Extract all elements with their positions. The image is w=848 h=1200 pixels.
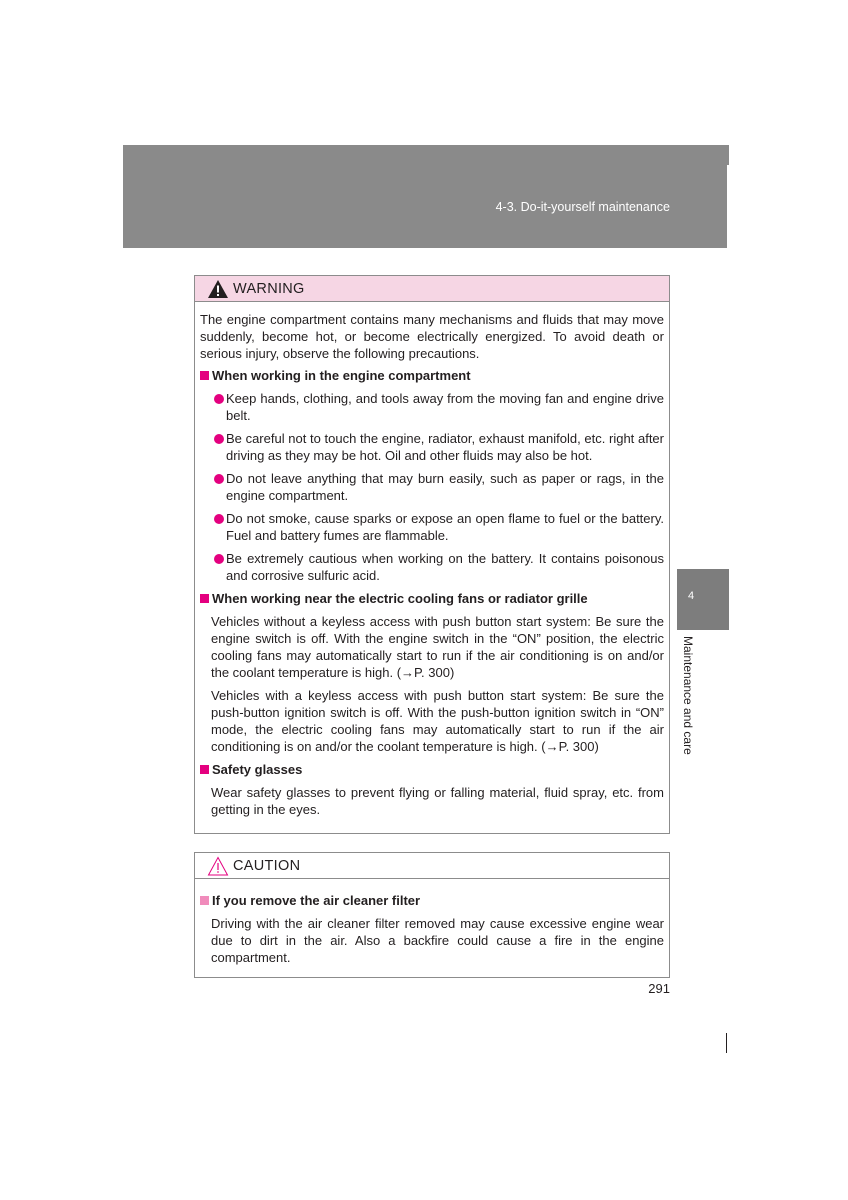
list-item: Do not smoke, cause sparks or expose an open flame to fuel or the battery. Fuel and battery fumes are flammable. — [212, 510, 664, 544]
caution-body — [195, 879, 669, 966]
warning-label: WARNING — [233, 280, 305, 297]
paragraph: Vehicles with a keyless access with push button start system: Be sure the push-button ignition switch is off. With the push-button ignition switch in “ON” mode, the electric cooling fans may automatically start to run if the air conditioning is on and/or the coolant temperature is high. (→P. 300) — [211, 688, 664, 754]
list-item: Keep hands, clothing, and tools away from the moving fan and engine drive belt. — [212, 390, 664, 424]
header-tick — [727, 145, 729, 165]
warning-body — [195, 302, 669, 818]
list-item: Be careful not to touch the engine, radiator, exhaust manifold, etc. right after driving as they may be hot. Oil and other fluids may also be hot. — [212, 430, 664, 464]
warning-box — [194, 275, 670, 834]
paragraph: Vehicles without a keyless access with push button start system: Be sure the engine switch is off. With the engine switch in the “ON” position, the electric cooling fans may automatically start to run if the air conditioning is on and/or the coolant temperature is high. (→P. 300) — [211, 614, 664, 680]
paragraph: Driving with the air cleaner filter removed may cause excessive engine wear due to dirt in the air. Also a backfire could cause a fire in the engine compartment. — [211, 916, 664, 965]
bullet-dot-icon — [214, 394, 224, 404]
bullet-dot-icon — [214, 474, 224, 484]
section-title: When working in the engine compartment — [200, 367, 664, 384]
page-number: 291 — [648, 981, 670, 996]
warning-triangle-icon — [207, 279, 229, 299]
section-header: 4-3. Do-it-yourself maintenance — [495, 200, 670, 214]
paragraph: Wear safety glasses to prevent flying or falling material, fluid spray, etc. from getting in the eyes. — [211, 785, 664, 817]
section-title: When working near the electric cooling fans or radiator grille — [200, 590, 664, 607]
list-item: Be extremely cautious when working on the battery. It contains poisonous and corrosive sulfuric acid. — [212, 550, 664, 584]
page-rule — [726, 1033, 727, 1053]
bullet-dot-icon — [214, 434, 224, 444]
chapter-label: Maintenance and care — [681, 636, 695, 755]
chapter-number: 4 — [688, 590, 695, 602]
bullet-dot-icon — [214, 554, 224, 564]
caution-box — [194, 852, 670, 978]
section-title: If you remove the air cleaner filter — [200, 892, 664, 909]
square-bullet-icon — [200, 594, 209, 603]
warning-header — [195, 276, 669, 302]
caution-triangle-icon — [207, 856, 229, 876]
square-bullet-icon — [200, 765, 209, 774]
caution-label: CAUTION — [233, 857, 301, 874]
square-bullet-icon — [200, 371, 209, 380]
warning-intro: The engine compartment contains many mechanisms and fluids that may move suddenly, become hot, or become electrically energized. To avoid death or serious injury, observe the following precautions. — [200, 312, 664, 361]
section-title: Safety glasses — [200, 761, 664, 778]
square-bullet-icon — [200, 896, 209, 905]
list-item: Do not leave anything that may burn easily, such as paper or rags, in the engine compartment. — [212, 470, 664, 504]
header-band — [123, 145, 727, 248]
chapter-tab[interactable] — [677, 569, 729, 630]
bullet-dot-icon — [214, 514, 224, 524]
caution-header — [195, 853, 669, 879]
